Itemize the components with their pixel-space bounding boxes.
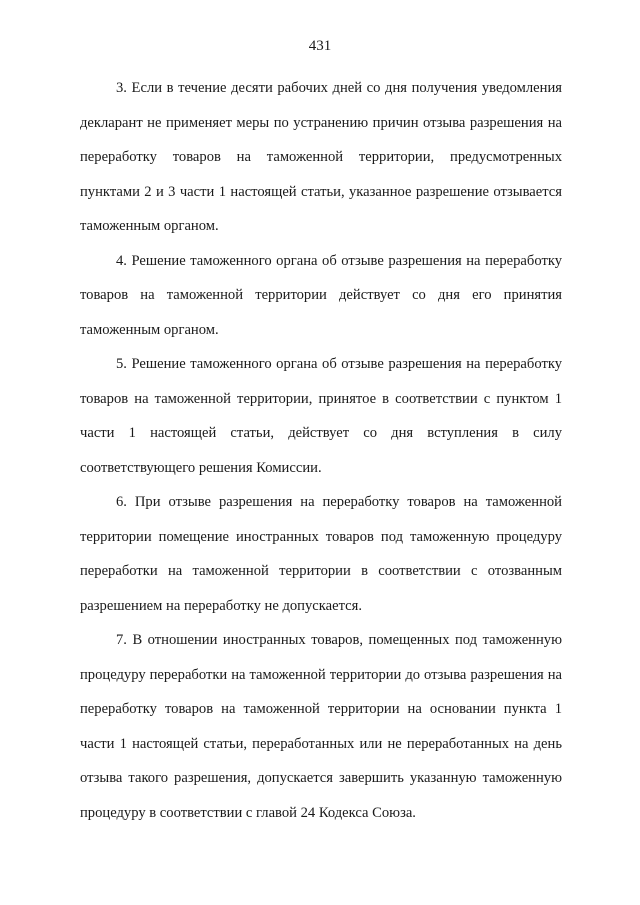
paragraph-4: 4. Решение таможенного органа об отзыве разрешения на переработку товаров на таможенной территории действует со дня его принятия таможенным органом. (80, 252, 562, 338)
paragraph-7: 7. В отношении иностранных товаров, помещенных под таможенную процедуру переработки на таможенной территории до отзыва разрешения на переработку товаров на таможенной территории на основании пункта 1 части 1 настоящей статьи, переработанных или не переработанных на день отзыва такого разрешения, допускается завершить указанную таможенную процедуру в соответствии с главой 24 Кодекса Союза. (80, 632, 562, 821)
page-number: 431 (308, 38, 332, 54)
paragraph-6: 6. При отзыве разрешения на переработку товаров на таможенной территории помещение иностранных товаров под таможенную процедуру переработки на таможенной территории в соответствии с отозванным разрешением на переработку не допускается. (80, 494, 562, 614)
document-body (80, 71, 562, 830)
paragraph-3: 3. Если в течение десяти рабочих дней со дня получения уведомления декларант не применяет меры по устранению причин отзыва разрешения на переработку товаров на таможенной территории, предусмотренных пунктами 2 и 3 части 1 настоящей статьи, указанное разрешение отзывается таможенным органом. (80, 80, 562, 234)
paragraph-5: 5. Решение таможенного органа об отзыве разрешения на переработку товаров на таможенной территории, принятое в соответствии с пунктом 1 части 1 настоящей статьи, действует со дня вступления в силу соответствующего решения Комиссии. (80, 356, 562, 476)
